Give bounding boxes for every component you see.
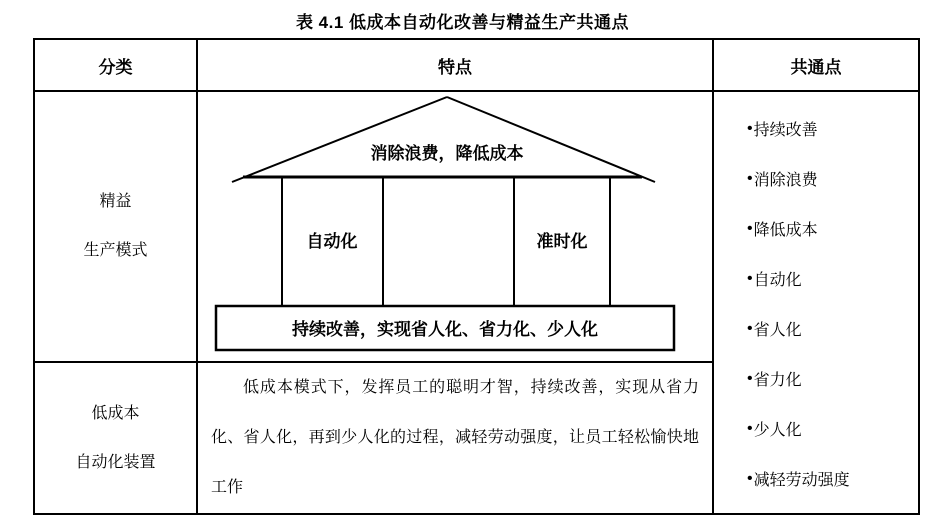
- bullet-icon: •: [747, 369, 753, 387]
- lean-label-line2: 生产模式: [83, 242, 148, 259]
- common-point-item: [747, 254, 918, 304]
- common-point-item: [747, 404, 918, 454]
- bullet-icon: •: [747, 319, 753, 337]
- common-point-label: 减轻劳动强度: [753, 472, 850, 489]
- row-lean-production: [34, 91, 919, 362]
- common-point-label: 省人化: [753, 322, 802, 339]
- lowcost-label-line1: 低成本: [91, 404, 140, 422]
- lean-house-diagram: [198, 93, 710, 360]
- common-point-item: [747, 354, 918, 404]
- common-point-item: [747, 304, 918, 354]
- common-point-label: 消除浪费: [753, 172, 818, 189]
- cell-lean-label: [34, 91, 197, 362]
- bullet-icon: •: [747, 419, 753, 437]
- common-point-label: 省力化: [753, 372, 802, 389]
- foundation-label: 持续改善，实现省人化、省力化、少人化: [292, 320, 598, 339]
- header-row: [34, 39, 919, 91]
- pillar-right-label: 准时化: [536, 232, 588, 251]
- cell-house-diagram: [197, 91, 713, 362]
- header-common: 共通点: [713, 39, 919, 91]
- common-point-item: [747, 104, 918, 154]
- bullet-icon: •: [747, 119, 753, 137]
- bullet-icon: •: [747, 219, 753, 237]
- common-point-item: [747, 154, 918, 204]
- cell-lowcost-description: [197, 362, 713, 514]
- header-features: 特点: [197, 39, 713, 91]
- common-points-list: [714, 102, 918, 504]
- roof-label: 消除浪费，降低成本: [370, 144, 524, 163]
- bullet-icon: •: [747, 469, 753, 487]
- header-category: 分类: [34, 39, 197, 91]
- table-caption: 表 4.1 低成本自动化改善与精益生产共通点: [295, 13, 630, 32]
- cell-lowcost-label: [34, 362, 197, 514]
- cell-common-points: [713, 91, 919, 514]
- bullet-icon: •: [747, 169, 753, 187]
- common-point-label: 少人化: [753, 422, 802, 439]
- roof-left-slant-line: [232, 97, 447, 182]
- comparison-table: [33, 38, 920, 515]
- lowcost-label-line2: 自动化装置: [75, 453, 156, 471]
- bullet-icon: •: [747, 269, 753, 287]
- common-point-label: 持续改善: [753, 122, 818, 139]
- common-point-item: [747, 454, 918, 504]
- lean-label-line1: 精益: [99, 193, 132, 210]
- common-point-label: 降低成本: [753, 222, 818, 239]
- lowcost-description-text: 低成本模式下，发挥员工的聪明才智，持续改善，实现从省力化、省人化，再到少人化的过程，减轻劳动强度，让员工轻松愉快地工作: [211, 379, 699, 496]
- common-point-label: 自动化: [753, 272, 802, 289]
- common-point-item: [747, 204, 918, 254]
- pillar-left-label: 自动化: [306, 232, 358, 251]
- roof-right-slant-line: [447, 97, 655, 182]
